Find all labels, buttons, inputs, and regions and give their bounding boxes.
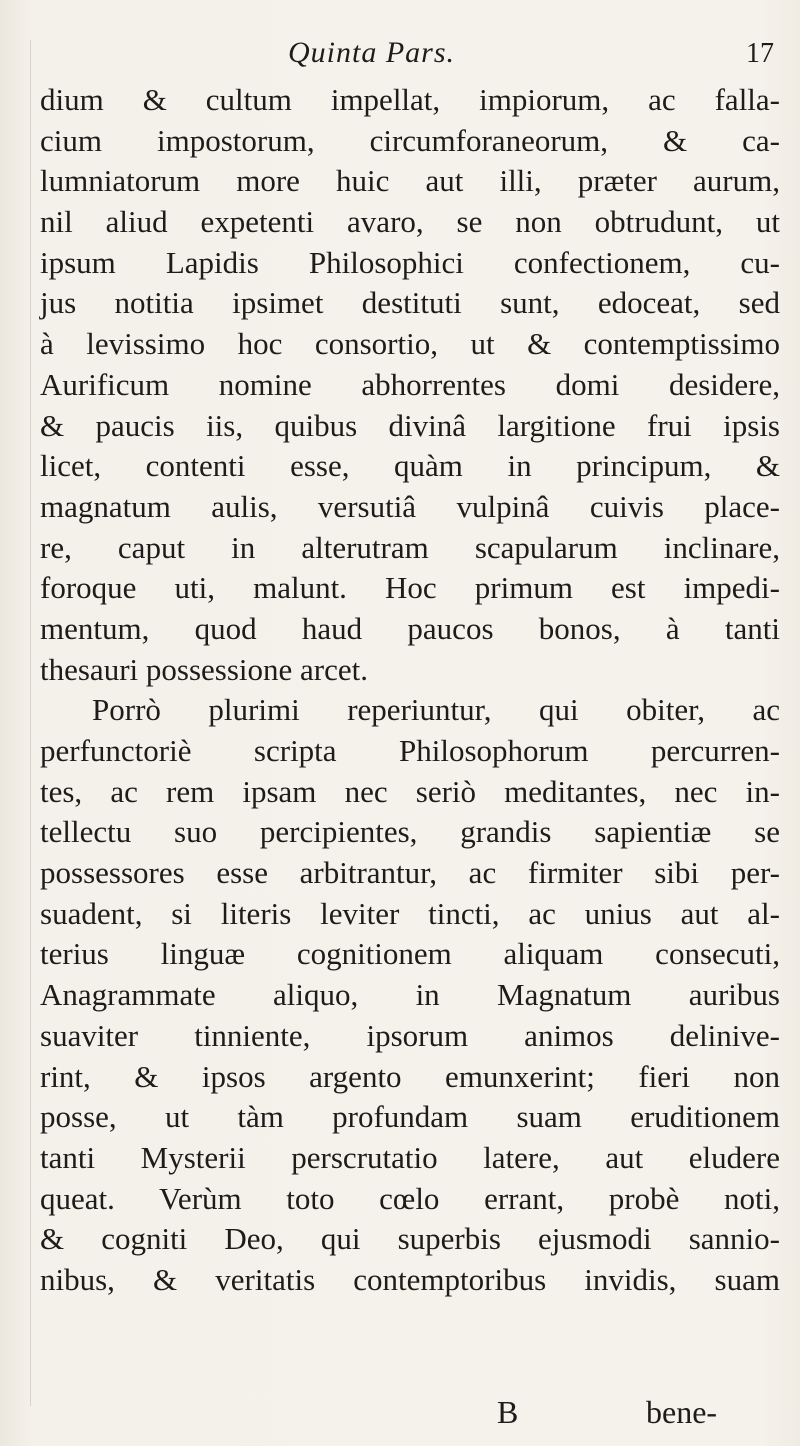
text-line: tellectu suo percipientes, grandis sapientiæ se [40, 814, 780, 850]
text-line: posse, ut tàm profundam suam eruditionem [40, 1099, 780, 1135]
text-line: nibus, & veritatis contemptoribus invidis, suam [40, 1261, 780, 1297]
paragraph-end-line: thesauri possessione arcet. [40, 651, 368, 687]
running-head-title: Quinta Pars. [288, 36, 456, 69]
page-gutter-shadow [30, 40, 31, 1406]
text-line: nil aliud expetenti avaro, se non obtrudunt, ut [40, 204, 780, 240]
text-line: terius linguæ cognitionem aliquam consecuti, [40, 936, 780, 972]
text-line: mentum, quod haud paucos bonos, à tanti [40, 610, 780, 646]
text-line: jus notitia ipsimet destituti sunt, edoceat, sed [40, 285, 780, 321]
text-line: possessores esse arbitrantur, ac firmiter sibi per- [40, 855, 780, 891]
text-line: queat. Verùm toto cœlo errant, probè noti, [40, 1180, 780, 1216]
text-line: & cogniti Deo, qui superbis ejusmodi sannio- [40, 1221, 780, 1257]
text-line: cium impostorum, circumforaneorum, & ca- [40, 122, 780, 158]
running-head [0, 36, 800, 76]
text-line: Anagrammate aliquo, in Magnatum auribus [40, 977, 780, 1013]
text-line: foroque uti, malunt. Hoc primum est impedi- [40, 570, 780, 606]
paragraph-start-line: Porrò plurimi reperiuntur, qui obiter, ac [92, 692, 780, 728]
text-line: tes, ac rem ipsam nec seriò meditantes, nec in- [40, 773, 780, 809]
text-line: à levissimo hoc consortio, ut & contemptissimo [40, 326, 780, 362]
direction-line [0, 1394, 800, 1436]
signature-mark: B [497, 1394, 519, 1430]
text-line: & paucis iis, quibus divinâ largitione frui ipsis [40, 407, 780, 443]
catchword: bene- [646, 1394, 718, 1430]
text-line: suadent, si literis leviter tincti, ac unius aut al- [40, 895, 780, 931]
text-line: lumniatorum more huic aut illi, præter aurum, [40, 163, 780, 199]
text-line: dium & cultum impellat, impiorum, ac falla- [40, 82, 780, 117]
text-line: rint, & ipsos argento emunxerint; fieri non [40, 1058, 780, 1094]
body-text [40, 80, 780, 1301]
page-number: 17 [746, 38, 774, 69]
text-line: magnatum aulis, versutiâ vulpinâ cuivis place- [40, 488, 780, 524]
text-line: suaviter tinniente, ipsorum animos delinive- [40, 1017, 780, 1053]
text-line: tanti Mysterii perscrutatio latere, aut eludere [40, 1139, 780, 1175]
text-line: licet, contenti esse, quàm in principum, & [40, 448, 780, 484]
text-line: Aurificum nomine abhorrentes domi desidere, [40, 366, 780, 402]
text-line: ipsum Lapidis Philosophici confectionem, cu- [40, 244, 780, 280]
text-line: perfunctoriè scripta Philosophorum percurren- [40, 733, 780, 768]
text-line: re, caput in alterutram scapularum inclinare, [40, 529, 780, 565]
